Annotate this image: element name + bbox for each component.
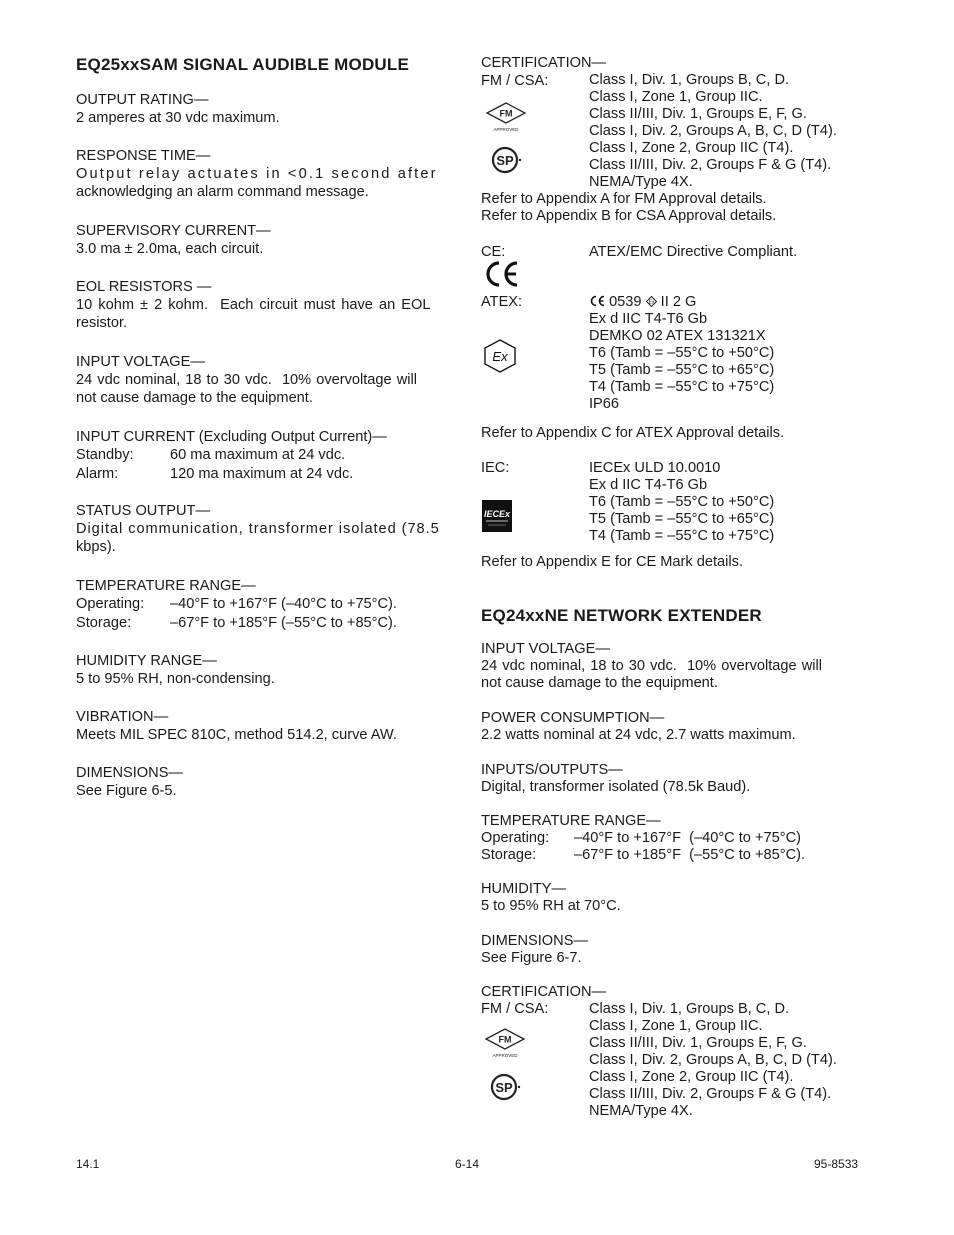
atex-line: Ex d IIC T4-T6 Gb <box>589 311 708 327</box>
ne-storage-row <box>481 847 871 864</box>
cert1-lines <box>589 72 837 191</box>
fm-logo-text-2: FM <box>498 1034 512 1045</box>
iec-line: IECEx ULD 10.0010 <box>589 460 721 476</box>
eol-label: EOL RESISTORS — <box>76 279 212 295</box>
storage-value: –67°F to +185°F (–55°C to +85°C). <box>170 615 397 631</box>
fm-csa-key-1: FM / CSA: <box>481 73 549 89</box>
ex-small-icon <box>646 296 657 307</box>
output-rating-label: OUTPUT RATING— <box>76 92 209 108</box>
cert1-line: Class I, Zone 1, Group IIC. <box>589 89 763 105</box>
csa-icon-2 <box>490 1071 524 1105</box>
cert2-line: Class II/III, Div. 2, Groups F & G (T4). <box>589 1086 832 1102</box>
iecex-logo-text: IECEx <box>483 509 511 519</box>
input-voltage-label: INPUT VOLTAGE— <box>76 354 205 370</box>
storage-key: Storage: <box>76 615 132 631</box>
status-output-line2: kbps). <box>76 539 116 555</box>
vibration-text: Meets MIL SPEC 810C, method 514.2, curve AW. <box>76 727 397 743</box>
atex-lines <box>589 294 774 413</box>
output-rating-text: 2 amperes at 30 vdc maximum. <box>76 110 280 126</box>
operating-value: –40°F to +167°F (–40°C to +75°C). <box>170 596 397 612</box>
alarm-row <box>76 465 454 483</box>
response-time-label: RESPONSE TIME— <box>76 148 211 164</box>
cert2-line: Class I, Div. 1, Groups B, C, D. <box>589 1001 790 1017</box>
cert2-lines <box>589 1001 837 1120</box>
humidity-label: HUMIDITY RANGE— <box>76 653 217 669</box>
iec-line: Ex d IIC T4-T6 Gb <box>589 477 708 493</box>
input-voltage-line1: 24 vdc nominal, 18 to 30 vdc. 10% overvoltage will <box>76 372 417 388</box>
ne-io-text: Digital, transformer isolated (78.5k Baud). <box>481 779 751 795</box>
ex-hexagon-icon <box>482 338 518 374</box>
ne-io-label: INPUTS/OUTPUTS— <box>481 762 623 778</box>
ex-logo-text: Ex <box>492 349 508 364</box>
ne-dimensions-text: See Figure 6-7. <box>481 950 582 966</box>
csa-logo-text: SP <box>496 153 514 168</box>
iec-ref: Refer to Appendix E for CE Mark details. <box>481 554 743 570</box>
input-current-label: INPUT CURRENT (Excluding Output Current)— <box>76 429 387 445</box>
vibration-label: VIBRATION— <box>76 709 169 725</box>
ne-storage-value: –67°F to +185°F (–55°C to +85°C). <box>574 847 806 863</box>
ne-humidity-label: HUMIDITY— <box>481 881 567 897</box>
atex-line: T4 (Tamb = –55°C to +75°C) <box>589 379 775 395</box>
fm-approved-icon <box>483 101 529 135</box>
response-time-line1: Output relay actuates in <0.1 second after <box>76 166 438 182</box>
certification-block-2 <box>481 984 871 1120</box>
ce-mark-icon <box>483 259 521 289</box>
temperature-label: TEMPERATURE RANGE— <box>76 578 256 594</box>
cert2-line: Class II/III, Div. 1, Groups E, F, G. <box>589 1035 807 1051</box>
ce-key: CE: <box>481 244 506 260</box>
ne-dimensions-label: DIMENSIONS— <box>481 933 589 949</box>
ne-power-text: 2.2 watts nominal at 24 vdc, 2.7 watts maximum. <box>481 727 796 743</box>
cert2-line: Class I, Zone 1, Group IIC. <box>589 1018 763 1034</box>
status-output-label: STATUS OUTPUT— <box>76 503 211 519</box>
ne-operating-row <box>481 830 871 847</box>
atex-line: DEMKO 02 ATEX 131321X <box>589 328 766 344</box>
input-voltage-line2: not cause damage to the equipment. <box>76 390 313 406</box>
eol-line2: resistor. <box>76 315 128 331</box>
dimensions-label: DIMENSIONS— <box>76 765 184 781</box>
fm-logo-text: FM <box>499 108 513 119</box>
cert1-line: Class I, Div. 1, Groups B, C, D. <box>589 72 790 88</box>
ne-temp-label: TEMPERATURE RANGE— <box>481 813 661 829</box>
ex-small-text: Ex <box>648 299 655 306</box>
atex-line: T6 (Tamb = –55°C to +50°C) <box>589 345 775 361</box>
status-output-line1: Digital communication, transformer isolated (78.5 <box>76 521 440 537</box>
eol-line1: 10 kohm ± 2 kohm. Each circuit must have an EOL <box>76 297 431 313</box>
cert1-ref-fm: Refer to Appendix A for FM Approval details. <box>481 191 767 207</box>
cert1-line: Class II/III, Div. 1, Groups E, F, G. <box>589 106 807 122</box>
ne-humidity-text: 5 to 95% RH at 70°C. <box>481 898 621 914</box>
ne-operating-value: –40°F to +167°F (–40°C to +75°C) <box>574 830 801 846</box>
section-title-ne: EQ24xxNE NETWORK EXTENDER <box>481 606 762 625</box>
cert2-line: Class I, Zone 2, Group IIC (T4). <box>589 1069 794 1085</box>
fm-approved-icon-2 <box>482 1027 528 1061</box>
atex-key: ATEX: <box>481 294 523 310</box>
iec-line: T6 (Tamb = –55°C to +50°C) <box>589 494 775 510</box>
fm-logo-sub-2: APPROVED <box>492 1053 518 1058</box>
certification-label-1: CERTIFICATION— <box>481 55 607 71</box>
standby-row <box>76 446 454 464</box>
cert1-ref-csa: Refer to Appendix B for CSA Approval details. <box>481 208 777 224</box>
operating-key: Operating: <box>76 596 145 612</box>
response-time-line2: acknowledging an alarm command message. <box>76 184 369 200</box>
iec-lines <box>589 460 774 545</box>
cert1-line: Class I, Zone 2, Group IIC (T4). <box>589 140 794 156</box>
cert1-line: Class II/III, Div. 2, Groups F & G (T4). <box>589 157 832 173</box>
standby-value: 60 ma maximum at 24 vdc. <box>170 447 346 463</box>
footer-doc-number: 95-8533 <box>814 1157 859 1171</box>
iec-key: IEC: <box>481 460 510 476</box>
operating-row <box>76 595 454 613</box>
ne-power-label: POWER CONSUMPTION— <box>481 710 665 726</box>
atex-line: T5 (Tamb = –55°C to +65°C) <box>589 362 775 378</box>
fm-logo-sub: APPROVED <box>493 127 519 132</box>
ce-text: ATEX/EMC Directive Compliant. <box>589 244 798 260</box>
atex-first-line <box>589 294 774 311</box>
section-title-sam: EQ25xxSAM SIGNAL AUDIBLE MODULE <box>76 55 410 74</box>
ne-voltage-line2: not cause damage to the equipment. <box>481 675 718 691</box>
ce-small-icon <box>589 295 605 307</box>
csa-logo-text-2: SP <box>495 1080 513 1095</box>
csa-icon <box>491 144 525 178</box>
ne-voltage-line1: 24 vdc nominal, 18 to 30 vdc. 10% overvoltage will <box>481 658 822 674</box>
alarm-value: 120 ma maximum at 24 vdc. <box>170 466 354 482</box>
certification-label-2: CERTIFICATION— <box>481 984 607 1000</box>
cert2-line: NEMA/Type 4X. <box>589 1103 693 1119</box>
cert1-line: NEMA/Type 4X. <box>589 174 693 190</box>
atex-ref: Refer to Appendix C for ATEX Approval details. <box>481 425 785 441</box>
storage-row <box>76 614 454 632</box>
certification-block-1 <box>481 54 871 225</box>
atex-number: 0539 <box>609 294 642 310</box>
humidity-text: 5 to 95% RH, non-condensing. <box>76 671 275 687</box>
iec-line: T5 (Tamb = –55°C to +65°C) <box>589 511 775 527</box>
dimensions-text: See Figure 6-5. <box>76 783 177 799</box>
atex-line: IP66 <box>589 396 620 412</box>
footer-page-number: 6-14 <box>455 1157 480 1171</box>
supervisory-text: 3.0 ma ± 2.0ma, each circuit. <box>76 241 264 257</box>
iec-line: T4 (Tamb = –55°C to +75°C) <box>589 528 775 544</box>
iecex-icon <box>482 500 512 532</box>
ne-operating-key: Operating: <box>481 830 550 846</box>
standby-key: Standby: <box>76 447 134 463</box>
fm-csa-key-2: FM / CSA: <box>481 1001 549 1017</box>
alarm-key: Alarm: <box>76 466 119 482</box>
cert1-line: Class I, Div. 2, Groups A, B, C, D (T4). <box>589 123 837 139</box>
ne-voltage-label: INPUT VOLTAGE— <box>481 641 610 657</box>
supervisory-label: SUPERVISORY CURRENT— <box>76 223 271 239</box>
ne-storage-key: Storage: <box>481 847 537 863</box>
cert2-line: Class I, Div. 2, Groups A, B, C, D (T4). <box>589 1052 837 1068</box>
atex-group: II 2 G <box>660 294 697 310</box>
footer-revision: 14.1 <box>76 1157 100 1171</box>
